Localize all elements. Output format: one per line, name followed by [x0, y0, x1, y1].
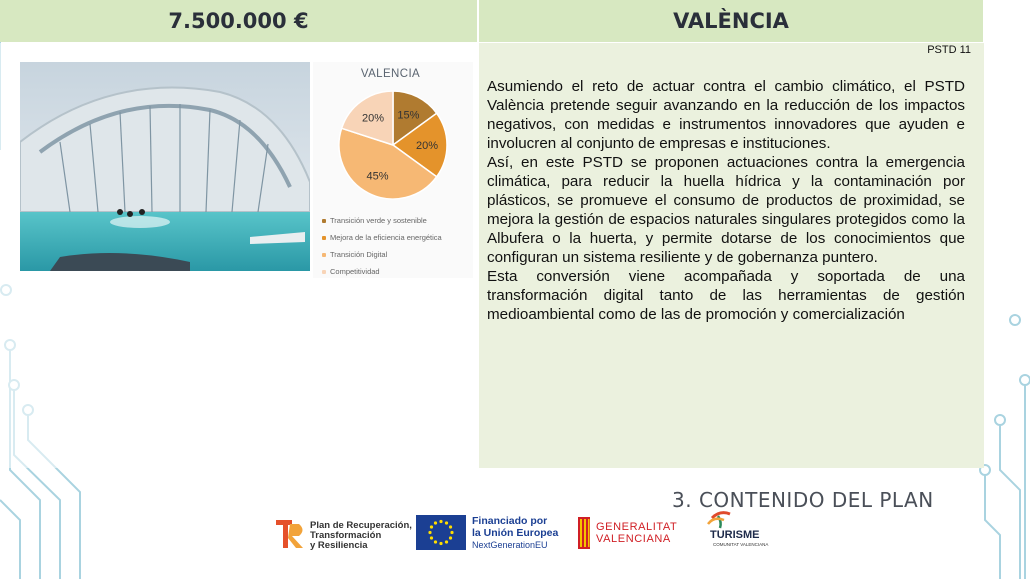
paragraph-1: Asumiendo el reto de actuar contra el cambio climático, el PSTD València pretende seguir avanzando en la reducción de los impactos negativos, con medidas e instrumentos innovadores que ayuden e involucren al conjunto de empresas e instituciones.: [487, 78, 965, 152]
prtr-logo: Plan de Recuperación, Transformación y Resiliencia: [310, 520, 412, 551]
turisme-palm-icon: [708, 513, 730, 528]
paragraph-2: Así, en este PSTD se proponen actuaciones contra la emergencia climática, para reducir la huella hídrica y la contaminación por plásticos, se promueve el consumo de productos de proximidad, se mejora la gestión de espacios naturales singulares protegidos como la Albufera o la huerta, y permite dotarse de los conocimientos que configuran un sistema resiliente y de gobernanza puntero.: [487, 154, 965, 266]
section-title: 3. CONTENIDO DEL PLAN: [672, 488, 934, 512]
amount-header: [0, 0, 478, 42]
legend-label: Transición verde y sostenible: [330, 216, 427, 225]
turisme-logo: TURISME: [710, 529, 760, 541]
amount-text: 7.500.000 €: [168, 9, 309, 33]
legend-label: Competitividad: [330, 267, 380, 276]
generalitat-shield-icon: [578, 517, 590, 549]
slice-label: 20%: [361, 112, 385, 125]
slice-label: 15%: [397, 109, 420, 122]
eu-flag-icon: [416, 515, 466, 550]
legend-swatch: [322, 236, 326, 240]
slice-label: 20%: [416, 140, 439, 152]
legend-swatch: [322, 270, 326, 274]
pstd-code: PSTD 11: [927, 44, 971, 56]
description-text: [487, 77, 965, 324]
slice-label: 45%: [366, 170, 389, 183]
legend-item: [322, 246, 442, 263]
pie-chart: [313, 62, 473, 278]
legend-item: [322, 263, 442, 280]
chart-title: VALENCIA: [360, 68, 421, 80]
valencia-photo: [20, 62, 310, 271]
legend-swatch: [322, 253, 326, 257]
legend-item: [322, 212, 442, 229]
region-text: VALÈNCIA: [673, 9, 789, 33]
generalitat-logo: GENERALITAT VALENCIANA: [596, 521, 678, 545]
paragraph-3: Esta conversión viene acompañada y soportada de una transformación digital tanto de las herramientas de gestión medioambiental como de las de promoción y comercialización: [487, 268, 965, 323]
chart-legend: [322, 212, 442, 280]
eu-logo-text: Financiado por la Unión Europea NextGenerationEU: [472, 515, 559, 550]
legend-label: Transición Digital: [330, 250, 388, 259]
description-panel: [479, 43, 984, 468]
prtr-logo-icon: [276, 520, 303, 548]
legend-swatch: [322, 219, 326, 223]
region-header: [479, 0, 984, 42]
legend-label: Mejora de la eficiencia energética: [330, 233, 442, 242]
turisme-sublabel: COMUNITAT VALENCIANA: [713, 542, 769, 547]
legend-item: [322, 229, 442, 246]
pie-plot: [313, 62, 473, 212]
